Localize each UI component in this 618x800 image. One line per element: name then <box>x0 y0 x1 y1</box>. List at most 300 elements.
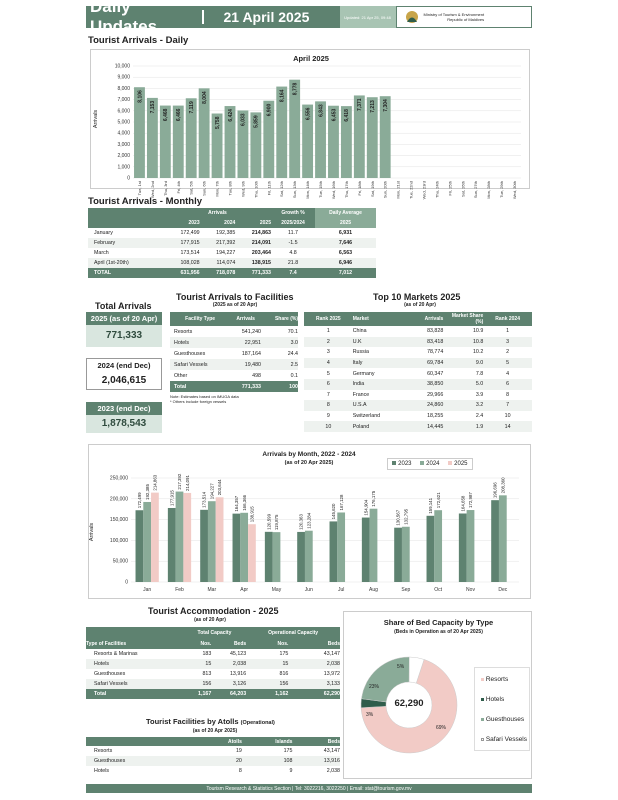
facility-row-cell: 3.0 <box>290 339 298 346</box>
month-x-tick: Nov <box>466 587 475 593</box>
monthly-table <box>88 208 376 278</box>
daily-x-tick: Sat, 19th <box>369 181 375 198</box>
daily-bar-label: 6,424 <box>227 109 234 122</box>
market-row-cell: 7 <box>326 391 330 398</box>
market-row-cell: Switzerland <box>352 413 381 420</box>
monthly-table-wrap <box>88 208 376 278</box>
header-banner <box>86 0 532 36</box>
accom-row <box>86 679 340 689</box>
legend-resorts: Resorts <box>481 676 529 683</box>
monthly-row-cell: 214,863 <box>251 230 271 236</box>
atoll-row-cell: 43,147 <box>323 748 340 754</box>
accom-row <box>86 689 340 699</box>
accom-row <box>86 669 340 679</box>
daily-x-tick: Tue, 29th <box>499 181 505 198</box>
accom-row-cell: 62,290 <box>288 689 340 699</box>
pie-label-23: 23% <box>369 684 380 690</box>
daily-x-tick: Mon, 14th <box>305 181 311 199</box>
month-y-tick: 0 <box>125 579 128 586</box>
market-row-cell: 7.8 <box>475 370 484 377</box>
month-bar-2024 <box>434 510 442 582</box>
ministry-emblem-icon <box>403 9 421 25</box>
accom-table-wrap <box>86 627 340 699</box>
daily-x-tick: Wed, 30th <box>512 181 518 200</box>
market-row-cell: 3 <box>506 338 510 345</box>
month-bar-2023 <box>362 518 370 582</box>
facility-row-cell: Guesthouses <box>174 350 206 357</box>
market-row-cell: 38,850 <box>427 381 444 388</box>
market-row-cell: 8 <box>506 391 510 398</box>
month-y-tick: 250,000 <box>109 475 128 482</box>
daily-bar-label: 6,033 <box>240 113 247 126</box>
month-x-tick: May <box>271 587 282 593</box>
accom-row-cell: 15 <box>282 661 289 667</box>
month-bar-2023 <box>330 521 338 582</box>
market-row-cell: Germany <box>352 370 375 377</box>
monthly-growth-header: Growth % <box>281 210 305 216</box>
monthly-row-cell: 172,499 <box>180 230 200 236</box>
facility-row-cell: Hotels <box>174 339 190 346</box>
legend-safari: Safari Vessels <box>481 736 529 743</box>
month-bar-2023 <box>394 528 402 582</box>
daily-chart-title: April 2025 <box>293 54 329 63</box>
monthly-chart-sub: (as of 20 Apr 2025) <box>284 460 334 466</box>
market-row-cell: 4 <box>506 370 510 377</box>
month-y-tick: 150,000 <box>109 517 128 524</box>
fac-col-share: Share (%) <box>274 316 298 322</box>
market-row-cell: 29,966 <box>427 391 444 398</box>
monthly-row-cell: 214,091 <box>251 240 271 246</box>
month-bar-2023 <box>491 500 499 582</box>
market-row <box>304 421 532 432</box>
monthly-row-cell: 718,078 <box>200 268 236 278</box>
daily-bar-label: 5,859 <box>253 115 260 128</box>
pie-title: Share of Bed Capacity by Type <box>383 618 494 627</box>
atoll-row <box>86 746 340 756</box>
accom-total-cap: Total Capacity <box>197 629 232 636</box>
monthly-y-label: Arrivals <box>89 522 96 542</box>
market-row-cell: 2 <box>506 349 510 356</box>
market-row-cell: 83,418 <box>427 338 444 345</box>
monthly-row-cell: January <box>94 230 113 236</box>
atoll-row-cell: Resorts <box>94 748 113 754</box>
atoll-row-cell: Guesthouses <box>94 758 126 764</box>
daily-y-tick: 7,000 <box>117 97 130 104</box>
monthly-row-cell: 4.8 <box>289 250 297 256</box>
market-row-cell: 14 <box>504 423 511 430</box>
facility-row <box>170 326 298 337</box>
mkt-col-rank24: Rank 2024 <box>495 316 520 322</box>
daily-x-tick: Tue, 1st <box>136 181 142 196</box>
market-row-cell: U.K <box>352 338 362 345</box>
pie-label-5: 5% <box>397 664 405 670</box>
month-bar-label: 130,567 <box>395 509 401 526</box>
accom-row-cell: 3,126 <box>232 681 247 687</box>
month-bar-2024 <box>240 513 248 582</box>
pie-frame <box>343 611 532 779</box>
accom-row-cell: 156 <box>202 681 212 687</box>
monthly-row-cell: 6,931 <box>338 230 353 236</box>
atolls-col-atolls: Atolls <box>227 738 242 745</box>
month-bar-label: 123,284 <box>306 512 312 529</box>
market-row-cell: Poland <box>352 423 370 430</box>
atoll-row-cell: 108 <box>283 758 293 764</box>
market-row-cell: 24,860 <box>427 402 444 409</box>
legend-2023: 2023 <box>392 461 411 467</box>
daily-x-tick: Mon, 21st <box>395 181 401 199</box>
month-x-tick: Oct <box>434 587 443 593</box>
month-bar-2024 <box>337 512 345 582</box>
market-row-cell: 14,445 <box>427 423 444 430</box>
market-row-cell: France <box>352 391 370 398</box>
month-bar-label: 203,644 <box>217 479 223 496</box>
market-row <box>304 400 532 411</box>
monthly-row-cell: TOTAL <box>88 268 164 278</box>
total-value-2023: 1,878,543 <box>86 415 162 433</box>
facility-row-cell: 22,951 <box>244 339 261 346</box>
daily-x-tick: Thu, 17th <box>343 181 349 198</box>
mkt-col-arrivals: Arrivals <box>424 316 444 322</box>
monthly-row-cell: March <box>94 250 109 256</box>
month-bar-2024 <box>273 532 281 582</box>
daily-x-tick: Sat, 12th <box>279 181 285 198</box>
facilities-table <box>170 312 298 392</box>
daily-x-tick: Tue, 8th <box>227 181 233 196</box>
daily-bar-label: 7,119 <box>189 101 195 114</box>
market-row-cell: 7 <box>506 402 510 409</box>
month-x-tick: Dec <box>498 587 508 593</box>
month-bar-2023 <box>427 516 435 582</box>
month-bar-2024 <box>499 495 507 582</box>
month-bar-2024 <box>467 510 475 582</box>
market-row-cell: 3.9 <box>475 391 484 398</box>
daily-x-tick: Wed, 16th <box>330 181 336 200</box>
month-bar-label: 132,795 <box>403 508 409 525</box>
total-label-2025: 2025 (as of 20 Apr) <box>86 312 162 325</box>
month-bar-label: 172,621 <box>435 492 441 509</box>
month-y-tick: 50,000 <box>112 558 128 565</box>
monthly-row-cell: 11.7 <box>288 230 298 236</box>
market-row-cell: India <box>352 381 365 388</box>
month-bar-2025 <box>248 524 256 582</box>
monthly-row-cell: 108,028 <box>180 260 200 266</box>
fac-col-type: Facility Type <box>185 316 216 322</box>
month-bar-label: 120,363 <box>298 514 304 530</box>
month-bar-2024 <box>305 531 313 582</box>
accom-row-cell: Safari Vessels <box>94 681 128 687</box>
facility-row-cell: Resorts <box>174 328 193 335</box>
month-bar-2025 <box>216 497 224 582</box>
market-row-cell: 18,255 <box>427 413 444 420</box>
market-row-cell: 10.8 <box>472 338 484 345</box>
facility-row-cell: Other <box>174 372 188 379</box>
market-row-cell: 10.9 <box>472 328 484 335</box>
daily-x-tick: Thu, 10th <box>253 181 259 198</box>
market-row-cell: 9.0 <box>475 360 484 367</box>
market-row-cell: 8 <box>326 402 330 409</box>
market-row-cell: 2 <box>326 338 330 345</box>
daily-x-tick: Fri, 4th <box>175 181 181 194</box>
atolls-table <box>86 737 340 776</box>
facility-row-cell: 100 <box>261 381 298 392</box>
accom-row-cell: Hotels <box>94 661 110 667</box>
month-x-tick: Jul <box>337 587 345 593</box>
daily-bar-label: 7,371 <box>357 98 364 111</box>
monthly-row <box>88 228 376 238</box>
fac-col-arrivals: Arrivals <box>236 316 255 322</box>
atoll-row-cell: 19 <box>235 748 242 754</box>
facilities-sub: (2025 as of 20 Apr) <box>212 302 258 308</box>
monthly-row-cell: 7,012 <box>315 268 376 278</box>
facility-row-cell: 541,240 <box>241 328 261 335</box>
facility-row-cell: 70.1 <box>287 328 298 335</box>
monthly-row <box>88 268 376 278</box>
month-bar-label: 214,863 <box>152 474 158 491</box>
market-row <box>304 358 532 369</box>
month-x-tick: Mar <box>207 587 217 593</box>
total-arrivals-heading: Total Arrivals <box>95 301 152 311</box>
facilities-table-wrap <box>170 312 298 404</box>
facility-row <box>170 337 298 348</box>
daily-bar-label: 7,153 <box>150 100 157 114</box>
month-bar-label: 173,514 <box>201 491 207 508</box>
facility-row-cell: 498 <box>252 372 261 379</box>
daily-x-tick: Fri, 25th <box>447 181 453 196</box>
total-label-2023: 2023 (end Dec) <box>86 402 162 415</box>
daily-x-tick: Sat, 5th <box>188 181 194 195</box>
monthly-row-cell: 631,956 <box>164 268 200 278</box>
month-bar-label: 176,175 <box>371 490 377 507</box>
market-row <box>304 411 532 422</box>
market-row-cell: 1 <box>506 328 510 335</box>
atoll-row-cell: Hotels <box>94 768 110 774</box>
accom-row-cell: Guesthouses <box>94 671 126 677</box>
month-bar-2023 <box>168 508 176 582</box>
pie-label-3: 3% <box>366 712 374 718</box>
monthly-row <box>88 238 376 248</box>
facility-row <box>170 370 298 381</box>
monthly-row-cell: April (1st-20th) <box>94 260 129 266</box>
markets-heading: Top 10 Markets 2025 <box>373 292 461 302</box>
daily-y-tick: 8,000 <box>117 85 130 92</box>
facilities-note: Note: Estimates based on IMUGA data <box>170 394 239 399</box>
legend-2025: 2025 <box>448 461 467 467</box>
month-bar-label: 145,620 <box>331 503 337 520</box>
monthly-row-cell: -1.5 <box>288 240 298 246</box>
accom-beds-2: Beds <box>327 640 340 647</box>
month-bar-2023 <box>233 514 241 582</box>
monthly-chart-frame <box>88 444 531 599</box>
daily-x-tick: Sat, 26th <box>460 181 466 198</box>
facility-row-cell: 2.5 <box>290 361 298 368</box>
month-bar-2023 <box>297 532 305 582</box>
monthly-row-cell: 6,563 <box>338 250 353 256</box>
month-bar-label: 192,385 <box>144 484 150 500</box>
market-row-cell: U.S.A <box>352 402 367 409</box>
pie-sub: (Beds in Operation as of 20 Apr 2025) <box>394 629 483 635</box>
market-row-cell: China <box>352 328 367 335</box>
daily-x-tick: Sun, 20th <box>382 181 388 199</box>
daily-bar-label: 8,106 <box>137 90 144 103</box>
facility-row <box>170 359 298 370</box>
title-divider <box>202 10 204 24</box>
daily-x-tick: Wed, 23rd <box>421 181 427 200</box>
accom-row-cell: 1,167 <box>183 689 212 699</box>
accom-heading: Tourist Accommodation - 2025 <box>148 606 279 616</box>
daily-x-tick: Sun, 27th <box>473 181 479 199</box>
monthly-row-cell: 114,074 <box>216 260 236 266</box>
market-row <box>304 337 532 348</box>
market-row-cell: 10.2 <box>472 349 484 356</box>
market-row-cell: 3.2 <box>475 402 484 409</box>
market-row-cell: 4 <box>326 360 330 367</box>
facility-row-cell: 19,480 <box>244 361 261 368</box>
daily-bar-label: 7,304 <box>383 99 389 112</box>
month-bar-2024 <box>402 527 410 582</box>
legend-guesthouses: Guesthouses <box>481 716 529 723</box>
accom-row-cell: 2,038 <box>326 661 340 667</box>
markets-table <box>304 312 532 432</box>
atoll-row-cell: 8 <box>238 768 242 774</box>
monthly-row-cell: 192,385 <box>216 230 236 236</box>
month-bar-2024 <box>370 509 378 582</box>
monthly-row-cell: 771,333 <box>235 268 271 278</box>
daily-bar-label: 6,466 <box>176 108 183 122</box>
atoll-row-cell: 9 <box>289 768 293 774</box>
month-bar-label: 177,915 <box>169 490 175 506</box>
facility-row-cell: 24.4 <box>287 350 298 357</box>
daily-chart-frame <box>90 49 530 200</box>
daily-y-tick: 6,000 <box>117 108 130 115</box>
accom-row-cell: 183 <box>202 651 212 657</box>
daily-x-tick: Sun, 13th <box>292 181 298 199</box>
mkt-col-share: Market Share (%) <box>451 313 484 325</box>
month-x-tick: Aug <box>369 587 378 593</box>
ministry-country: Republic of Maldives <box>447 17 485 22</box>
mkt-col-market: Market <box>352 316 369 322</box>
atoll-row <box>86 756 340 766</box>
accom-row-cell: 156 <box>279 681 289 687</box>
market-row-cell: 6 <box>326 381 330 388</box>
atoll-row-cell: 13,916 <box>323 758 340 764</box>
monthly-row-cell: 177,915 <box>180 240 200 246</box>
daily-y-tick: 9,000 <box>117 74 130 81</box>
accom-row-cell: 64,203 <box>211 689 246 699</box>
market-row-cell: 83,828 <box>427 328 444 335</box>
month-y-tick: 200,000 <box>109 496 128 503</box>
atolls-heading: Tourist Facilities by Atolls (Operational) <box>146 717 275 726</box>
monthly-daily-header: Daily Average <box>315 208 376 218</box>
total-value-2024: 2,046,615 <box>101 375 147 386</box>
daily-bar-label: 6,843 <box>318 104 325 117</box>
monthly-row-cell: 138,915 <box>251 260 271 266</box>
month-bar-label: 120,599 <box>266 513 272 530</box>
market-row <box>304 379 532 390</box>
market-row-cell: 78,774 <box>427 349 444 356</box>
facilities-note-2: * Others include foreign vessels <box>170 399 227 404</box>
daily-bar-label: 6,556 <box>305 107 312 121</box>
market-row-cell: Russia <box>352 349 369 356</box>
market-row-cell: 2.4 <box>475 413 484 420</box>
accom-row-cell: 813 <box>202 671 212 677</box>
month-y-tick: 100,000 <box>109 537 128 544</box>
updated-stamp: Updated: 21 Apr 25, 09:48 <box>340 6 396 28</box>
month-bar-label: 119,875 <box>274 514 280 531</box>
accom-row-cell: 43,147 <box>323 651 340 657</box>
atoll-row-cell: 2,038 <box>326 768 340 774</box>
monthly-legend <box>387 458 473 470</box>
market-row-cell: 6 <box>506 381 510 388</box>
accom-row-cell: 175 <box>279 651 289 657</box>
month-bar-label: 217,392 <box>177 473 183 490</box>
facility-row-cell: 187,164 <box>241 350 261 357</box>
month-bar-label: 194,227 <box>209 483 215 500</box>
month-bar-label: 154,904 <box>363 499 369 516</box>
month-bar-2024 <box>208 501 216 582</box>
accom-row <box>86 649 340 659</box>
monthly-row-cell: 173,514 <box>180 250 200 256</box>
daily-x-tick: Sun, 6th <box>201 181 207 196</box>
daily-x-tick: Fri, 11th <box>266 181 272 196</box>
monthly-row-cell: 6,946 <box>338 260 353 266</box>
daily-x-tick: Mon, 7th <box>214 181 220 197</box>
daily-y-tick: 4,000 <box>117 130 130 137</box>
month-bar-label: 167,128 <box>338 494 344 511</box>
monthly-row <box>88 248 376 258</box>
month-x-tick: Apr <box>240 587 249 593</box>
month-bar-2023 <box>265 532 273 582</box>
legend-2024: 2024 <box>420 461 439 467</box>
daily-bar-label: 8,004 <box>201 91 208 104</box>
accom-row-cell: Total <box>86 689 183 699</box>
daily-y-tick: 3,000 <box>117 141 130 148</box>
month-bar-2025 <box>151 493 159 582</box>
page-title: Daily Updates <box>90 0 158 36</box>
atoll-row-cell: 175 <box>283 748 293 754</box>
market-row-cell: 5 <box>506 360 510 367</box>
daily-bar-label: 5,758 <box>214 116 221 130</box>
market-row-cell: 1.9 <box>475 423 484 430</box>
accom-table <box>86 627 340 699</box>
month-bar-2024 <box>143 502 151 582</box>
month-bar-2025 <box>183 493 191 582</box>
month-bar-label: 214,091 <box>184 475 190 491</box>
daily-x-tick: Tue, 15th <box>318 181 324 198</box>
markets-sub: (as of 20 Apr) <box>404 302 436 308</box>
daily-x-tick: Fri, 18th <box>356 181 362 196</box>
accom-row-cell: 13,916 <box>229 671 247 677</box>
month-x-tick: Jan <box>143 587 152 593</box>
daily-bar-label: 7,213 <box>370 100 377 113</box>
daily-bar-label: 6,418 <box>344 109 351 122</box>
daily-x-tick: Thu, 3rd <box>162 181 168 196</box>
daily-y-tick: 0 <box>127 175 130 182</box>
accom-row-cell: Resorts & Marinas <box>94 651 138 657</box>
month-bar-label: 208,360 <box>500 477 506 494</box>
total-label-2024: 2024 (end Dec) <box>97 361 151 370</box>
facility-row <box>170 348 298 359</box>
month-bar-2023 <box>200 510 208 582</box>
mkt-col-rank: Rank 2025 <box>315 316 341 322</box>
pie-label-69: 69% <box>436 725 447 731</box>
daily-bar-chart <box>91 50 531 200</box>
daily-y-label: Arrivals <box>93 109 100 129</box>
market-row <box>304 390 532 401</box>
month-bar-label: 172,499 <box>137 492 143 509</box>
monthly-row-cell: 7,646 <box>338 240 353 246</box>
ministry-name: Ministry of Tourism & Environment <box>423 12 485 17</box>
daily-x-tick: Tue, 22nd <box>408 181 414 199</box>
